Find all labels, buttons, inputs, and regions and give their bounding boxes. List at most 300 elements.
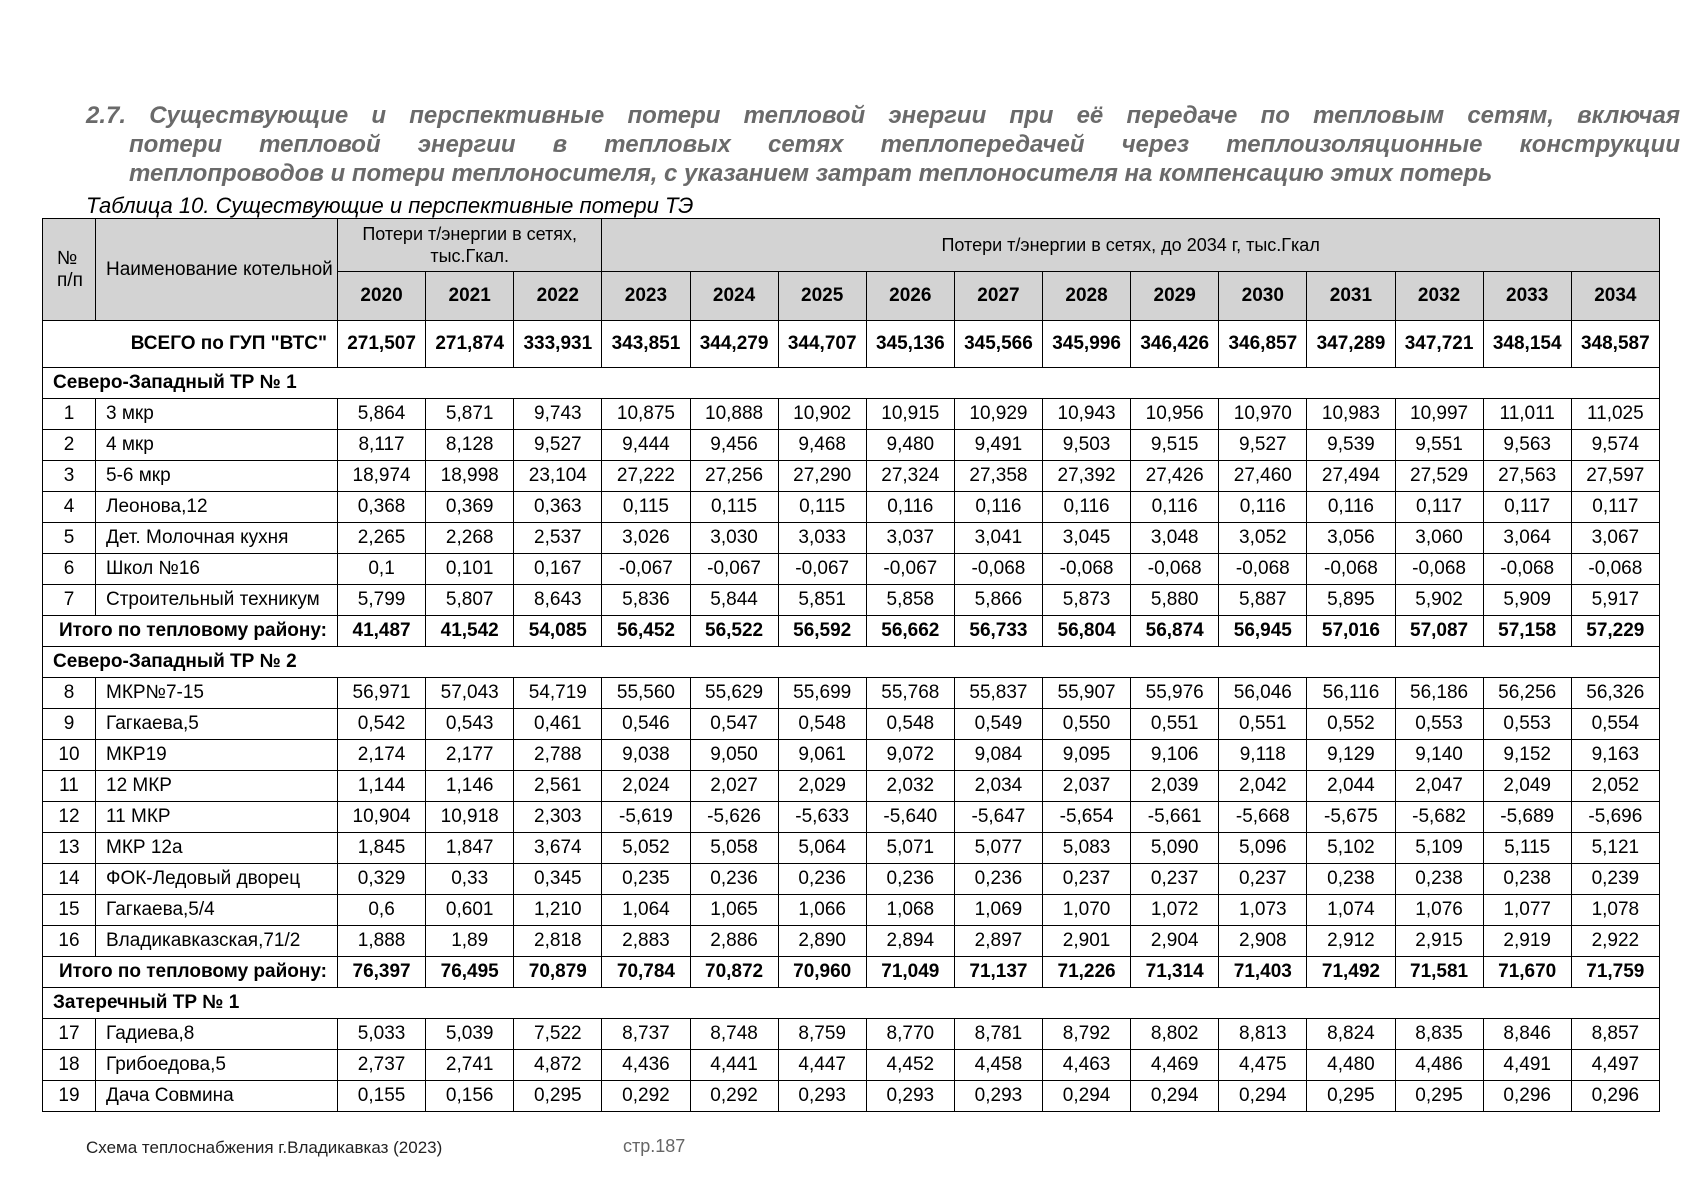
loss-value: 2,027	[690, 771, 778, 802]
loss-value: 0,237	[1219, 864, 1307, 895]
row-number: 10	[43, 740, 96, 771]
loss-value: 2,034	[954, 771, 1042, 802]
loss-value: 0,1	[338, 554, 426, 585]
loss-value: 0,547	[690, 709, 778, 740]
loss-value: 5,858	[866, 585, 954, 616]
loss-value: 1,144	[338, 771, 426, 802]
loss-value: 2,024	[602, 771, 690, 802]
subtotal-value: 57,016	[1307, 616, 1395, 647]
loss-value: 9,050	[690, 740, 778, 771]
boiler-name: ФОК-Ледовый дворец	[96, 864, 338, 895]
section-title: Северо-Западный ТР № 1	[43, 368, 1660, 399]
loss-value: 0,292	[690, 1081, 778, 1112]
loss-value: 2,032	[866, 771, 954, 802]
loss-value: 1,074	[1307, 895, 1395, 926]
loss-value: 8,759	[778, 1019, 866, 1050]
boiler-name: Гагкаева,5	[96, 709, 338, 740]
loss-value: 0,294	[1131, 1081, 1219, 1112]
loss-value: 4,463	[1043, 1050, 1131, 1081]
loss-value: 18,974	[338, 461, 426, 492]
loss-value: 1,076	[1395, 895, 1483, 926]
loss-value: 9,084	[954, 740, 1042, 771]
loss-value: 27,392	[1043, 461, 1131, 492]
loss-value: 5,887	[1219, 585, 1307, 616]
table-row	[43, 1081, 1660, 1112]
loss-value: 0,553	[1483, 709, 1571, 740]
subtotal-value: 41,487	[338, 616, 426, 647]
loss-value: 2,915	[1395, 926, 1483, 957]
loss-value: 2,922	[1571, 926, 1659, 957]
loss-value: 4,458	[954, 1050, 1042, 1081]
loss-value: 27,290	[778, 461, 866, 492]
loss-value: 5,102	[1307, 833, 1395, 864]
loss-value: 27,460	[1219, 461, 1307, 492]
subtotal-value: 71,670	[1483, 957, 1571, 988]
loss-value: -0,067	[602, 554, 690, 585]
loss-value: -0,068	[1131, 554, 1219, 585]
section-title: Затеречный ТР № 1	[43, 988, 1660, 1019]
loss-value: 10,956	[1131, 399, 1219, 430]
loss-value: 5,109	[1395, 833, 1483, 864]
loss-value: 5,917	[1571, 585, 1659, 616]
loss-value: -0,068	[1219, 554, 1307, 585]
loss-value: 4,872	[514, 1050, 602, 1081]
loss-value: 9,527	[1219, 430, 1307, 461]
loss-value: 0,296	[1483, 1081, 1571, 1112]
loss-value: 9,118	[1219, 740, 1307, 771]
year-header: 2034	[1571, 272, 1659, 321]
loss-value: 55,560	[602, 678, 690, 709]
loss-value: 0,115	[690, 492, 778, 523]
year-header: 2030	[1219, 272, 1307, 321]
subtotal-value: 57,087	[1395, 616, 1483, 647]
table-row	[43, 771, 1660, 802]
heading-line-1: 2.7. Существующие и перспективные потери тепловой энергии при её передаче по тепловым сетям, включая	[86, 102, 1680, 129]
loss-value: 8,770	[866, 1019, 954, 1050]
loss-value: 8,846	[1483, 1019, 1571, 1050]
loss-value: 0,155	[338, 1081, 426, 1112]
boiler-name: 4 мкр	[96, 430, 338, 461]
loss-value: 2,737	[338, 1050, 426, 1081]
loss-value: 0,236	[866, 864, 954, 895]
subtotal-value: 71,137	[954, 957, 1042, 988]
loss-value: 18,998	[426, 461, 514, 492]
loss-value: -5,626	[690, 802, 778, 833]
subtotal-value: 56,592	[778, 616, 866, 647]
loss-value: 5,115	[1483, 833, 1571, 864]
loss-value: 2,268	[426, 523, 514, 554]
loss-value: 9,491	[954, 430, 1042, 461]
loss-value: 5,052	[602, 833, 690, 864]
loss-value: 0,235	[602, 864, 690, 895]
year-header: 2022	[514, 272, 602, 321]
table-row	[43, 461, 1660, 492]
loss-value: 3,052	[1219, 523, 1307, 554]
loss-value: 1,070	[1043, 895, 1131, 926]
loss-value: 0,238	[1307, 864, 1395, 895]
loss-value: 10,904	[338, 802, 426, 833]
subtotal-value: 70,960	[778, 957, 866, 988]
loss-value: 9,539	[1307, 430, 1395, 461]
loss-value: 0,117	[1571, 492, 1659, 523]
row-number: 13	[43, 833, 96, 864]
losses-table	[42, 218, 1660, 1112]
loss-value: 9,095	[1043, 740, 1131, 771]
boiler-name: Дача Совмина	[96, 1081, 338, 1112]
loss-value: 9,444	[602, 430, 690, 461]
loss-value: 5,064	[778, 833, 866, 864]
year-header: 2021	[426, 272, 514, 321]
loss-value: 4,491	[1483, 1050, 1571, 1081]
loss-value: 0,117	[1483, 492, 1571, 523]
loss-value: 27,494	[1307, 461, 1395, 492]
row-number: 19	[43, 1081, 96, 1112]
row-number: 6	[43, 554, 96, 585]
boiler-name: МКР№7-15	[96, 678, 338, 709]
boiler-name: Гадиева,8	[96, 1019, 338, 1050]
loss-value: 2,883	[602, 926, 690, 957]
loss-value: 5,873	[1043, 585, 1131, 616]
loss-value: 2,894	[866, 926, 954, 957]
row-number: 16	[43, 926, 96, 957]
loss-value: 55,699	[778, 678, 866, 709]
table-row	[43, 1019, 1660, 1050]
grand-total-value: 347,721	[1395, 321, 1483, 368]
loss-value: 8,813	[1219, 1019, 1307, 1050]
footer-document-title: Схема теплоснабжения г.Владикавказ (2023)	[86, 1138, 443, 1157]
loss-value: 0,554	[1571, 709, 1659, 740]
loss-value: -0,068	[1395, 554, 1483, 585]
subtotal-label: Итого по тепловому району:	[43, 616, 338, 647]
grand-total-value: 344,707	[778, 321, 866, 368]
loss-value: 0,601	[426, 895, 514, 926]
loss-value: 27,529	[1395, 461, 1483, 492]
loss-value: 0,368	[338, 492, 426, 523]
loss-value: -5,668	[1219, 802, 1307, 833]
loss-value: 1,072	[1131, 895, 1219, 926]
boiler-name: Леонова,12	[96, 492, 338, 523]
subtotal-value: 54,085	[514, 616, 602, 647]
section-title: Северо-Западный ТР № 2	[43, 647, 1660, 678]
loss-value: 27,563	[1483, 461, 1571, 492]
boiler-name: Гагкаева,5/4	[96, 895, 338, 926]
boiler-name: 5-6 мкр	[96, 461, 338, 492]
section-row	[43, 988, 1660, 1019]
loss-value: 0,295	[1395, 1081, 1483, 1112]
loss-value: 3,030	[690, 523, 778, 554]
loss-value: 10,902	[778, 399, 866, 430]
subtotal-value: 71,492	[1307, 957, 1395, 988]
boiler-name: МКР19	[96, 740, 338, 771]
subtotal-value: 56,733	[954, 616, 1042, 647]
boiler-name: Грибоедова,5	[96, 1050, 338, 1081]
loss-value: 9,140	[1395, 740, 1483, 771]
loss-value: 0,542	[338, 709, 426, 740]
loss-value: 2,561	[514, 771, 602, 802]
loss-value: 2,904	[1131, 926, 1219, 957]
column-group-existing: Потери т/энергии в сетях, тыс.Гкал.	[338, 219, 602, 272]
loss-value: 5,096	[1219, 833, 1307, 864]
loss-value: 5,844	[690, 585, 778, 616]
subtotal-label: Итого по тепловому району:	[43, 957, 338, 988]
loss-value: -0,068	[1307, 554, 1395, 585]
boiler-name: Школ №16	[96, 554, 338, 585]
subtotal-value: 71,226	[1043, 957, 1131, 988]
loss-value: 9,106	[1131, 740, 1219, 771]
year-header: 2027	[954, 272, 1042, 321]
loss-value: 2,037	[1043, 771, 1131, 802]
loss-value: 1,146	[426, 771, 514, 802]
loss-value: 7,522	[514, 1019, 602, 1050]
column-header-name: Наименование котельной	[96, 219, 338, 321]
loss-value: 0,294	[1043, 1081, 1131, 1112]
row-number: 17	[43, 1019, 96, 1050]
year-header: 2020	[338, 272, 426, 321]
loss-value: 2,044	[1307, 771, 1395, 802]
loss-value: 2,177	[426, 740, 514, 771]
loss-value: 56,256	[1483, 678, 1571, 709]
loss-value: 0,369	[426, 492, 514, 523]
loss-value: 0,294	[1219, 1081, 1307, 1112]
loss-value: 11,025	[1571, 399, 1659, 430]
row-number: 12	[43, 802, 96, 833]
loss-value: -5,682	[1395, 802, 1483, 833]
loss-value: -5,640	[866, 802, 954, 833]
subtotal-value: 70,872	[690, 957, 778, 988]
loss-value: 2,890	[778, 926, 866, 957]
boiler-name: 3 мкр	[96, 399, 338, 430]
loss-value: 5,071	[866, 833, 954, 864]
loss-value: 2,537	[514, 523, 602, 554]
subtotal-value: 76,495	[426, 957, 514, 988]
table-row	[43, 523, 1660, 554]
section-row	[43, 368, 1660, 399]
table-row	[43, 430, 1660, 461]
grand-total-value: 346,857	[1219, 321, 1307, 368]
loss-value: 0,33	[426, 864, 514, 895]
grand-total-row	[43, 321, 1660, 368]
loss-value: 2,049	[1483, 771, 1571, 802]
section-row	[43, 647, 1660, 678]
grand-total-label: ВСЕГО по ГУП "ВТС"	[43, 321, 338, 368]
row-number: 14	[43, 864, 96, 895]
loss-value: 0,116	[1307, 492, 1395, 523]
loss-value: 56,046	[1219, 678, 1307, 709]
table-row	[43, 1050, 1660, 1081]
loss-value: 2,901	[1043, 926, 1131, 957]
loss-value: 2,908	[1219, 926, 1307, 957]
loss-value: 0,548	[778, 709, 866, 740]
table-row	[43, 864, 1660, 895]
loss-value: 0,292	[602, 1081, 690, 1112]
grand-total-value: 345,136	[866, 321, 954, 368]
loss-value: 10,929	[954, 399, 1042, 430]
loss-value: 9,515	[1131, 430, 1219, 461]
loss-value: -5,654	[1043, 802, 1131, 833]
loss-value: 4,475	[1219, 1050, 1307, 1081]
loss-value: 27,358	[954, 461, 1042, 492]
subtotal-value: 56,522	[690, 616, 778, 647]
loss-value: 1,888	[338, 926, 426, 957]
loss-value: 2,897	[954, 926, 1042, 957]
loss-value: 10,915	[866, 399, 954, 430]
loss-value: 5,866	[954, 585, 1042, 616]
loss-value: 9,152	[1483, 740, 1571, 771]
year-header: 2023	[602, 272, 690, 321]
loss-value: 10,888	[690, 399, 778, 430]
loss-value: 2,303	[514, 802, 602, 833]
loss-value: 0,116	[954, 492, 1042, 523]
loss-value: 0,115	[778, 492, 866, 523]
loss-value: 55,768	[866, 678, 954, 709]
loss-value: 10,918	[426, 802, 514, 833]
subtotal-row	[43, 957, 1660, 988]
loss-value: 27,256	[690, 461, 778, 492]
loss-value: 0,167	[514, 554, 602, 585]
loss-value: 0,117	[1395, 492, 1483, 523]
loss-value: 8,824	[1307, 1019, 1395, 1050]
loss-value: 10,875	[602, 399, 690, 430]
loss-value: -5,633	[778, 802, 866, 833]
table-row	[43, 833, 1660, 864]
loss-value: 1,069	[954, 895, 1042, 926]
loss-value: 5,864	[338, 399, 426, 430]
loss-value: 8,857	[1571, 1019, 1659, 1050]
loss-value: 0,116	[1131, 492, 1219, 523]
year-header: 2032	[1395, 272, 1483, 321]
loss-value: 2,052	[1571, 771, 1659, 802]
column-header-num: № п/п	[43, 219, 96, 321]
table-row	[43, 492, 1660, 523]
table-row	[43, 399, 1660, 430]
loss-value: 4,480	[1307, 1050, 1395, 1081]
loss-value: 0,156	[426, 1081, 514, 1112]
loss-value: 3,045	[1043, 523, 1131, 554]
loss-value: 9,527	[514, 430, 602, 461]
table-row	[43, 709, 1660, 740]
loss-value: 2,174	[338, 740, 426, 771]
boiler-name: МКР 12а	[96, 833, 338, 864]
loss-value: 3,048	[1131, 523, 1219, 554]
loss-value: 56,186	[1395, 678, 1483, 709]
loss-value: 2,042	[1219, 771, 1307, 802]
subtotal-value: 71,049	[866, 957, 954, 988]
loss-value: 8,128	[426, 430, 514, 461]
loss-value: 5,039	[426, 1019, 514, 1050]
subtotal-value: 70,784	[602, 957, 690, 988]
boiler-name: 11 МКР	[96, 802, 338, 833]
loss-value: 3,060	[1395, 523, 1483, 554]
loss-value: 9,468	[778, 430, 866, 461]
loss-value: 4,436	[602, 1050, 690, 1081]
table-row	[43, 740, 1660, 771]
loss-value: 4,441	[690, 1050, 778, 1081]
loss-value: 55,629	[690, 678, 778, 709]
heading-line-3: теплопроводов и потери теплоносителя, с указанием затрат теплоносителя на компенсацию этих потерь	[129, 160, 1493, 187]
loss-value: 0,237	[1131, 864, 1219, 895]
table-row	[43, 802, 1660, 833]
loss-value: 2,818	[514, 926, 602, 957]
loss-value: 27,426	[1131, 461, 1219, 492]
loss-value: 8,748	[690, 1019, 778, 1050]
row-number: 1	[43, 399, 96, 430]
loss-value: -0,068	[954, 554, 1042, 585]
loss-value: 5,077	[954, 833, 1042, 864]
loss-value: -0,068	[1483, 554, 1571, 585]
row-number: 9	[43, 709, 96, 740]
loss-value: 8,117	[338, 430, 426, 461]
table-row	[43, 926, 1660, 957]
loss-value: -5,675	[1307, 802, 1395, 833]
loss-value: 0,546	[602, 709, 690, 740]
year-header: 2024	[690, 272, 778, 321]
subtotal-value: 57,158	[1483, 616, 1571, 647]
loss-value: 9,743	[514, 399, 602, 430]
table-row	[43, 554, 1660, 585]
loss-value: 3,067	[1571, 523, 1659, 554]
grand-total-value: 347,289	[1307, 321, 1395, 368]
loss-value: 2,886	[690, 926, 778, 957]
grand-total-value: 345,566	[954, 321, 1042, 368]
loss-value: 10,983	[1307, 399, 1395, 430]
loss-value: 5,121	[1571, 833, 1659, 864]
loss-value: 3,041	[954, 523, 1042, 554]
loss-value: 0,236	[690, 864, 778, 895]
row-number: 5	[43, 523, 96, 554]
loss-value: -0,067	[690, 554, 778, 585]
loss-value: 3,674	[514, 833, 602, 864]
loss-value: -5,619	[602, 802, 690, 833]
subtotal-value: 71,403	[1219, 957, 1307, 988]
year-header: 2033	[1483, 272, 1571, 321]
loss-value: 0,293	[866, 1081, 954, 1112]
table-row	[43, 585, 1660, 616]
loss-value: -5,661	[1131, 802, 1219, 833]
subtotal-value: 71,581	[1395, 957, 1483, 988]
loss-value: 57,043	[426, 678, 514, 709]
loss-value: 0,101	[426, 554, 514, 585]
loss-value: 0,553	[1395, 709, 1483, 740]
loss-value: 8,835	[1395, 1019, 1483, 1050]
loss-value: 1,847	[426, 833, 514, 864]
loss-value: 9,551	[1395, 430, 1483, 461]
loss-value: 2,741	[426, 1050, 514, 1081]
loss-value: 8,792	[1043, 1019, 1131, 1050]
loss-value: 5,058	[690, 833, 778, 864]
loss-value: -0,068	[1043, 554, 1131, 585]
loss-value: 1,073	[1219, 895, 1307, 926]
loss-value: 5,836	[602, 585, 690, 616]
row-number: 18	[43, 1050, 96, 1081]
loss-value: 5,880	[1131, 585, 1219, 616]
loss-value: 8,737	[602, 1019, 690, 1050]
loss-value: 1,078	[1571, 895, 1659, 926]
loss-value: 55,907	[1043, 678, 1131, 709]
subtotal-value: 56,874	[1131, 616, 1219, 647]
loss-value: 56,326	[1571, 678, 1659, 709]
loss-value: 0,295	[1307, 1081, 1395, 1112]
loss-value: 4,497	[1571, 1050, 1659, 1081]
loss-value: 9,038	[602, 740, 690, 771]
loss-value: 2,047	[1395, 771, 1483, 802]
loss-value: 5,090	[1131, 833, 1219, 864]
section-heading	[86, 101, 1680, 188]
table-caption: Таблица 10. Существующие и перспективные потери ТЭ	[86, 193, 694, 218]
loss-value: 0,116	[1043, 492, 1131, 523]
loss-value: 5,851	[778, 585, 866, 616]
footer-page-number: стр.187	[623, 1136, 686, 1156]
loss-value: 27,222	[602, 461, 690, 492]
